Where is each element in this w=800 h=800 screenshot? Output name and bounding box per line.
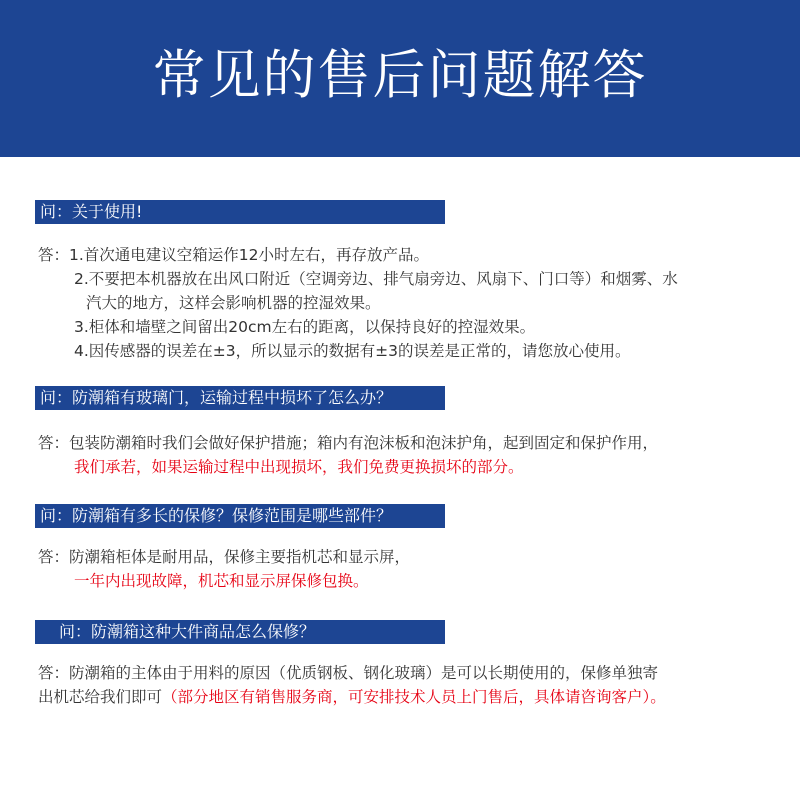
answer-prefix: 答： [38, 434, 70, 452]
faq-question-4 [35, 620, 445, 644]
faq-question-text: 问：关于使用! [40, 202, 143, 221]
answer-item-2: 2.不要把本机器放在出风口附近（空调旁边、排气扇旁边、风扇下、门口等）和烟雾、水 [74, 270, 678, 288]
faq-question-1 [35, 200, 445, 224]
faq-answer-4 [38, 661, 788, 709]
answer-item-1: 1.首次通电建议空箱运作12小时左右，再存放产品。 [69, 246, 430, 264]
answer-prefix: 答： [38, 664, 70, 682]
faq-question-text: 问：防潮箱这种大件商品怎么保修？ [59, 622, 316, 641]
faq-answer-2 [38, 431, 788, 479]
faq-answer-3 [38, 545, 788, 593]
answer-highlight: 我们承若，如果运输过程中出现损坏，我们免费更换损坏的部分。 [74, 458, 524, 476]
answer-item-4: 4.因传感器的误差在±3，所以显示的数据有±3的误差是正常的，请您放心使用。 [74, 342, 631, 360]
page-title: 常见的售后问题解答 [152, 45, 648, 106]
faq-question-3 [35, 504, 445, 528]
answer-prefix: 答： [38, 548, 70, 566]
faq-question-text: 问：防潮箱有多长的保修？保修范围是哪些部件？ [40, 506, 393, 525]
faq-answer-1 [38, 243, 788, 363]
answer-prefix: 答： [38, 246, 70, 264]
answer-item-2-cont: 汽大的地方，这样会影响机器的控湿效果。 [86, 294, 381, 312]
header-banner [0, 0, 800, 157]
answer-item-3: 3.柜体和墙壁之间留出20cm左右的距离，以保持良好的控湿效果。 [74, 318, 536, 336]
answer-line-1: 防潮箱的主体由于用料的原因（优质钢板、钢化玻璃）是可以长期使用的，保修单独寄 [69, 664, 659, 682]
faq-question-text: 问：防潮箱有玻璃门，运输过程中损坏了怎么办？ [40, 388, 393, 407]
answer-highlight: （部分地区有销售服务商，可安排技术人员上门售后，具体请咨询客户）。 [162, 688, 666, 706]
answer-line-1: 包装防潮箱时我们会做好保护措施；箱内有泡沫板和泡沫护角，起到固定和保护作用， [69, 434, 659, 452]
answer-highlight: 一年内出现故障，机芯和显示屏保修包换。 [74, 572, 369, 590]
answer-line-2: 出机芯给我们即可 [38, 688, 163, 706]
answer-line-1: 防潮箱柜体是耐用品，保修主要指机芯和显示屏， [69, 548, 411, 566]
faq-question-2 [35, 386, 445, 410]
